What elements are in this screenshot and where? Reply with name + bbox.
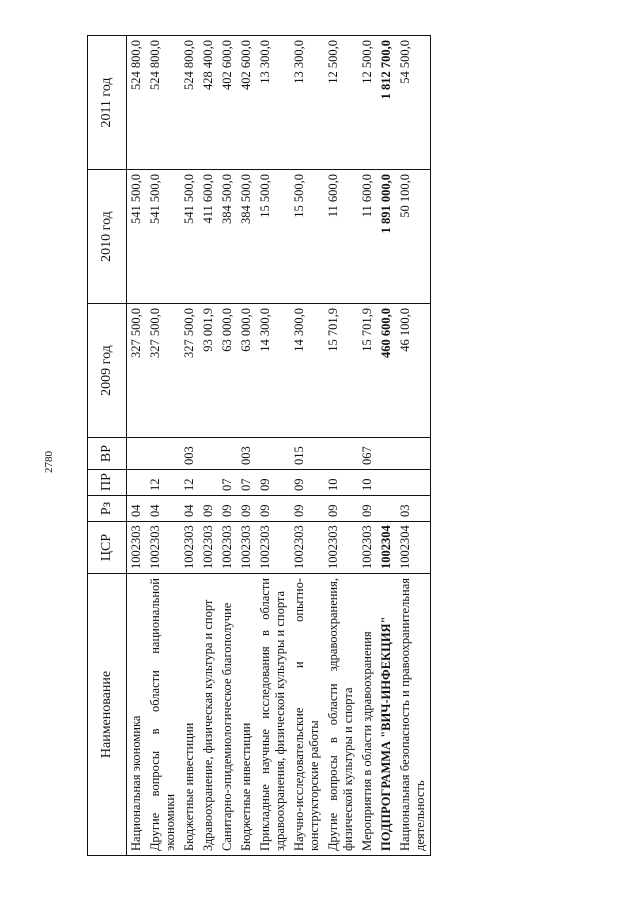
cell-csr: 1002303 xyxy=(256,522,290,574)
cell-rz: 03 xyxy=(396,496,431,522)
cell-2011: 1 812 700,0 xyxy=(377,36,396,170)
cell-pr: 10 xyxy=(358,470,377,496)
cell-csr: 1002303 xyxy=(358,522,377,574)
cell-name: Прикладные научные исследования в области здравоохранения, физической культуры и спорта xyxy=(256,574,290,856)
cell-2010: 11 600,0 xyxy=(358,170,377,304)
cell-2010: 541 500,0 xyxy=(146,170,180,304)
table-row xyxy=(256,36,290,856)
cell-vr xyxy=(199,438,218,470)
cell-name: Здравоохранение, физическая культура и спорт xyxy=(199,574,218,856)
table-row xyxy=(324,36,358,856)
cell-csr: 1002303 xyxy=(218,522,237,574)
table-row xyxy=(180,36,199,856)
cell-vr xyxy=(127,438,147,470)
cell-rz: 09 xyxy=(218,496,237,522)
cell-pr: 07 xyxy=(237,470,256,496)
cell-name: Бюджетные инвестиции xyxy=(180,574,199,856)
header-vr: ВР xyxy=(88,438,127,470)
cell-rz: 09 xyxy=(358,496,377,522)
cell-2011: 13 300,0 xyxy=(290,36,324,170)
cell-name: Национальная экономика xyxy=(127,574,147,856)
header-pr: ПР xyxy=(88,470,127,496)
cell-2011: 402 600,0 xyxy=(237,36,256,170)
cell-rz: 09 xyxy=(256,496,290,522)
cell-pr xyxy=(127,470,147,496)
cell-csr: 1002303 xyxy=(237,522,256,574)
cell-name: Санитарно-эпидемиологическое благополучие xyxy=(218,574,237,856)
cell-vr: 015 xyxy=(290,438,324,470)
cell-vr xyxy=(218,438,237,470)
budget-table xyxy=(87,35,431,856)
table-row xyxy=(358,36,377,856)
cell-rz xyxy=(377,496,396,522)
cell-2010: 411 600,0 xyxy=(199,170,218,304)
cell-vr xyxy=(396,438,431,470)
cell-csr: 1002303 xyxy=(324,522,358,574)
cell-name: Бюджетные инвестиции xyxy=(237,574,256,856)
header-name: Наименование xyxy=(88,574,127,856)
cell-2009: 63 000,0 xyxy=(218,304,237,438)
cell-rz: 09 xyxy=(324,496,358,522)
cell-2009: 46 100,0 xyxy=(396,304,431,438)
table-row xyxy=(146,36,180,856)
cell-2010: 541 500,0 xyxy=(127,170,147,304)
cell-2009: 327 500,0 xyxy=(146,304,180,438)
cell-rz: 04 xyxy=(127,496,147,522)
cell-2011: 524 800,0 xyxy=(127,36,147,170)
cell-csr: 1002303 xyxy=(180,522,199,574)
cell-csr: 1002303 xyxy=(199,522,218,574)
cell-vr: 003 xyxy=(180,438,199,470)
cell-name: Национальная безопасность и правоохранительная деятельность xyxy=(396,574,431,856)
table-row xyxy=(218,36,237,856)
cell-pr: 09 xyxy=(290,470,324,496)
table-row xyxy=(237,36,256,856)
cell-pr xyxy=(377,470,396,496)
cell-pr: 10 xyxy=(324,470,358,496)
cell-2010: 384 500,0 xyxy=(237,170,256,304)
cell-csr: 1002304 xyxy=(396,522,431,574)
cell-2009: 327 500,0 xyxy=(180,304,199,438)
cell-2011: 12 500,0 xyxy=(324,36,358,170)
cell-2010: 50 100,0 xyxy=(396,170,431,304)
page-number: 2780 xyxy=(43,451,55,473)
cell-vr xyxy=(377,438,396,470)
cell-2011: 402 600,0 xyxy=(218,36,237,170)
cell-2009: 93 001,9 xyxy=(199,304,218,438)
cell-2009: 15 701,9 xyxy=(358,304,377,438)
cell-csr: 1002303 xyxy=(146,522,180,574)
header-2011: 2011 год xyxy=(88,36,127,170)
cell-2010: 15 500,0 xyxy=(256,170,290,304)
cell-pr: 12 xyxy=(146,470,180,496)
cell-2010: 384 500,0 xyxy=(218,170,237,304)
cell-name: ПОДПРОГРАММА "ВИЧ-ИНФЕКЦИЯ" xyxy=(377,574,396,856)
cell-2009: 460 600,0 xyxy=(377,304,396,438)
cell-csr: 1002303 xyxy=(290,522,324,574)
cell-2011: 12 500,0 xyxy=(358,36,377,170)
cell-2009: 63 000,0 xyxy=(237,304,256,438)
cell-2011: 524 800,0 xyxy=(180,36,199,170)
cell-vr: 003 xyxy=(237,438,256,470)
header-csr: ЦСР xyxy=(88,522,127,574)
table-row xyxy=(127,36,147,856)
cell-csr: 1002304 xyxy=(377,522,396,574)
cell-vr: 067 xyxy=(358,438,377,470)
cell-2010: 11 600,0 xyxy=(324,170,358,304)
header-rz: Рз xyxy=(88,496,127,522)
cell-pr: 07 xyxy=(218,470,237,496)
cell-pr: 12 xyxy=(180,470,199,496)
cell-name: Научно-исследовательские и опытно-конструкторские работы xyxy=(290,574,324,856)
cell-vr xyxy=(146,438,180,470)
cell-pr xyxy=(199,470,218,496)
cell-2011: 54 500,0 xyxy=(396,36,431,170)
cell-rz: 04 xyxy=(180,496,199,522)
cell-2009: 14 300,0 xyxy=(290,304,324,438)
cell-pr: 09 xyxy=(256,470,290,496)
cell-2010: 15 500,0 xyxy=(290,170,324,304)
cell-2011: 13 300,0 xyxy=(256,36,290,170)
cell-name: Другие вопросы в области национальной экономики xyxy=(146,574,180,856)
table-row xyxy=(396,36,431,856)
cell-vr xyxy=(324,438,358,470)
cell-2011: 524 800,0 xyxy=(146,36,180,170)
table-row xyxy=(377,36,396,856)
cell-rz: 09 xyxy=(290,496,324,522)
cell-rz: 09 xyxy=(199,496,218,522)
rotated-table-wrapper xyxy=(87,36,582,856)
cell-pr xyxy=(396,470,431,496)
cell-2010: 541 500,0 xyxy=(180,170,199,304)
cell-vr xyxy=(256,438,290,470)
cell-rz: 09 xyxy=(237,496,256,522)
cell-2009: 327 500,0 xyxy=(127,304,147,438)
cell-2009: 15 701,9 xyxy=(324,304,358,438)
table-row xyxy=(199,36,218,856)
cell-name: Другие вопросы в области здравоохранения, физической культуры и спорта xyxy=(324,574,358,856)
cell-2009: 14 300,0 xyxy=(256,304,290,438)
cell-2010: 1 891 000,0 xyxy=(377,170,396,304)
table-body xyxy=(127,36,431,856)
cell-2011: 428 400,0 xyxy=(199,36,218,170)
cell-csr: 1002303 xyxy=(127,522,147,574)
header-2010: 2010 год xyxy=(88,170,127,304)
table-row xyxy=(290,36,324,856)
cell-name: Мероприятия в области здравоохранения xyxy=(358,574,377,856)
header-2009: 2009 год xyxy=(88,304,127,438)
cell-rz: 04 xyxy=(146,496,180,522)
table-header-row xyxy=(88,36,127,856)
